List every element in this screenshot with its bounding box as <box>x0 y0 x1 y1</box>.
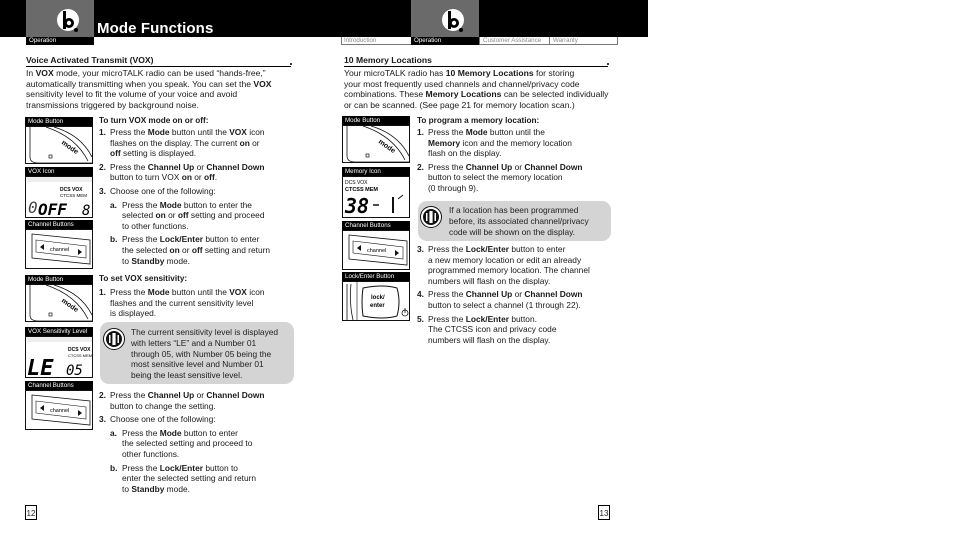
fig-label-channel-buttons: Channel Buttons <box>25 220 93 229</box>
step-line: (0 through 9). <box>428 182 479 193</box>
enter-text: enter <box>370 303 385 309</box>
fig-label-channel-buttons-r: Channel Buttons <box>342 221 410 230</box>
step-line: Press the Mode button until the <box>428 127 545 137</box>
step-line: Press the Mode button until the VOX icon <box>110 287 265 297</box>
page-number-left: 12 <box>25 505 37 520</box>
step-line: off setting is displayed. <box>110 148 197 159</box>
channel-key-text: channel <box>50 408 70 414</box>
step-number: 2. <box>99 390 106 400</box>
step-number: 3. <box>99 414 106 425</box>
intro-line: In VOX mode, your microTALK radio can be used “hands-free,” <box>26 68 266 78</box>
step-line: a new memory location or edit an already <box>428 254 582 265</box>
step-number: 1. <box>417 127 424 137</box>
mode-key-text: mode <box>376 138 397 155</box>
mode-button-illustration-2 <box>26 285 93 322</box>
step-line: to Standby mode. <box>122 255 190 266</box>
intro-line: combinations. These Memory Locations can be selected individually <box>344 89 609 100</box>
step-line: flashes on the display. The current on or <box>110 137 260 148</box>
fig-label-vox-sensitivity: VOX Sensitivity Level <box>25 327 93 336</box>
memory-display-illustration <box>343 177 410 218</box>
step-line: flashes and the current sensitivity level <box>110 297 254 308</box>
note-icon <box>420 205 442 229</box>
note-line: before, its associated channel/privacy <box>449 215 589 226</box>
step-line: flash on the display. <box>428 148 502 159</box>
step-line: selected on or off setting and proceed <box>122 210 265 221</box>
step-text <box>99 127 265 159</box>
step-number: a. <box>110 427 117 438</box>
fig-vox-display <box>25 176 93 218</box>
note-line: code will be shown on the display. <box>449 226 576 237</box>
step-item <box>99 414 216 425</box>
right-note-text <box>449 205 613 237</box>
nav-introduction[interactable]: Introduction <box>344 37 377 44</box>
step-text <box>417 127 572 159</box>
step-text <box>99 414 216 425</box>
left-sub-turn-vox: To turn VOX mode on or off: <box>99 116 209 125</box>
mem-icon-text: CTCSS MEM <box>345 187 378 193</box>
step-line: numbers will flash on the display. <box>428 334 551 345</box>
left-intro <box>26 68 301 110</box>
fig-channel-buttons <box>25 229 93 269</box>
step-number: 5. <box>417 313 424 324</box>
step-line: Choose one of the following: <box>110 186 216 196</box>
note-line: most sensitive level and Number 01 <box>131 359 264 370</box>
step-line: programmed memory location. The channel <box>428 265 590 276</box>
intro-line: Your microTALK radio has 10 Memory Locations for storing <box>344 68 575 78</box>
step-line: Press the Channel Up or Channel Down <box>428 161 583 172</box>
left-heading-rule <box>26 66 291 67</box>
page-title: Mode Functions <box>97 20 214 37</box>
step-line: enter the selected setting and return <box>122 473 257 484</box>
step-text <box>417 289 583 310</box>
note-icon <box>103 327 125 351</box>
mode-button-illustration-r <box>343 126 410 163</box>
step-item <box>99 127 265 159</box>
step-text <box>99 390 265 411</box>
step-item <box>99 287 265 319</box>
step-text <box>417 162 583 194</box>
step-item <box>417 289 583 310</box>
fig-mode-button-2 <box>25 284 93 322</box>
mode-key-text: mode <box>59 297 80 314</box>
sens-ctcss-text: CTCSS MEM <box>68 353 92 358</box>
mem-digits: 38 <box>345 194 370 218</box>
fig-lock-enter-button <box>342 281 410 321</box>
step-line: Press the Channel Up or Channel Down <box>110 161 265 172</box>
lock-enter-illustration <box>343 282 410 321</box>
vox-off-digit: 8 <box>82 203 91 218</box>
channel-buttons-illustration-r <box>343 231 410 270</box>
note-line: with letters “LE” and a Number 01 <box>131 337 257 348</box>
step-text <box>110 200 264 232</box>
right-sub-program-memory: To program a memory location: <box>417 116 540 125</box>
step-line: Press the Mode button to enter the <box>122 199 252 210</box>
step-text <box>99 186 216 197</box>
sens-vox-text: DCS VOX <box>68 347 91 353</box>
step-line: Press the Lock/Enter button to enter <box>122 234 260 245</box>
mem-dcs-text: DCS VOX <box>345 180 368 186</box>
step-line: The CTCSS icon and privacy code <box>428 324 557 335</box>
step-number: 2. <box>417 161 424 172</box>
step-line: to Standby mode. <box>122 483 190 494</box>
step-item <box>417 314 556 346</box>
intro-line: sensitivity level to fit the volume of your voice and avoid <box>26 89 238 100</box>
fig-label-lock-enter: Lock/Enter Button <box>342 272 410 281</box>
vox-display-illustration <box>26 177 93 218</box>
fig-label-vox-icon: VOX Icon <box>25 167 93 176</box>
right-heading-dot <box>607 63 609 65</box>
step-number: 3. <box>99 186 106 196</box>
step-item <box>99 186 216 197</box>
step-text <box>417 314 556 346</box>
step-line: Choose one of the following: <box>110 414 216 425</box>
note-line: being the least sensitive level. <box>131 370 243 381</box>
step-line: Press the Lock/Enter button. <box>428 313 537 324</box>
sens-le-text: LE <box>27 356 54 378</box>
fig-label-mode-button-r: Mode Button <box>342 116 410 125</box>
vox-ctcss-text: CTCSS MEM <box>60 193 87 198</box>
operation-icon <box>439 6 467 34</box>
step-item <box>110 463 256 495</box>
intro-line: automatically transmitting when you speak. You can set the VOX <box>26 78 272 89</box>
step-number: 2. <box>99 161 106 172</box>
fig-channel-buttons-r <box>342 230 410 270</box>
vox-off-text: OFF <box>38 200 67 218</box>
fig-mode-button <box>25 126 93 164</box>
step-line: the selected on or off setting and return <box>122 244 271 255</box>
vox-icon-text: DCS VOX <box>60 187 83 193</box>
left-sub-vox-sensitivity: To set VOX sensitivity: <box>99 274 188 283</box>
left-tab <box>26 0 94 37</box>
mode-key-text: mode <box>59 139 80 156</box>
step-line: Press the Lock/Enter button to enter <box>428 244 566 254</box>
nav-warranty[interactable]: Warranty <box>549 37 618 45</box>
step-line: button to select a channel (1 through 22). <box>428 299 581 310</box>
step-line: Memory icon and the memory location <box>428 137 572 148</box>
step-text <box>417 244 590 286</box>
step-item <box>99 162 265 183</box>
right-heading-rule <box>344 66 608 67</box>
fig-memory-display <box>342 176 410 218</box>
intro-line: transmissions triggered by background noise. <box>26 99 199 110</box>
note-line: If a location has been programmed <box>449 205 579 215</box>
operation-icon <box>54 6 82 34</box>
step-number: b. <box>110 234 118 245</box>
fig-label-mode-button-2: Mode Button <box>25 275 93 284</box>
step-line: Press the Mode button until the VOX icon <box>110 127 265 137</box>
right-tab <box>411 0 479 37</box>
svg-text:0: 0 <box>28 198 38 217</box>
step-item <box>110 428 252 460</box>
step-line: is displayed. <box>110 308 157 319</box>
step-line: Press the Mode button to enter <box>122 427 238 438</box>
intro-line: or can be scanned. (See page 21 for memory location scan.) <box>344 99 575 110</box>
nav-operation[interactable]: Operation <box>411 37 479 45</box>
left-heading: Voice Activated Transmit (VOX) <box>26 55 154 65</box>
page-number-right: 13 <box>598 505 610 520</box>
right-intro <box>344 68 624 110</box>
step-line: button to change the setting. <box>110 400 216 411</box>
step-line: numbers will flash on the display. <box>428 275 551 286</box>
left-heading-dot <box>290 63 292 65</box>
channel-buttons-illustration-2 <box>26 391 93 430</box>
step-text <box>99 287 265 319</box>
step-line: button to select the memory location <box>428 172 563 183</box>
vox-sensitivity-illustration <box>26 337 93 378</box>
channel-key-text: channel <box>50 247 70 253</box>
step-item <box>417 127 572 159</box>
step-line: Press the Channel Up or Channel Down <box>428 289 583 300</box>
right-heading: 10 Memory Locations <box>344 55 432 65</box>
fig-vox-sensitivity-display <box>25 336 93 378</box>
step-line: other functions. <box>122 448 180 459</box>
step-line: Press the Channel Up or Channel Down <box>110 390 265 400</box>
step-line: Press the Lock/Enter button to <box>122 462 238 473</box>
step-number: 4. <box>417 289 424 300</box>
fig-mode-button-r <box>342 125 410 163</box>
fig-label-memory-icon: Memory Icon <box>342 167 410 176</box>
note-line: through 05, with Number 05 being the <box>131 348 272 359</box>
fig-channel-buttons-2 <box>25 390 93 430</box>
step-number: 3. <box>417 244 424 254</box>
nav-customer-assistance[interactable]: Customer Assistance <box>479 37 549 45</box>
step-text <box>110 428 252 460</box>
left-tab-label: Operation <box>26 37 94 45</box>
step-number: a. <box>110 199 117 210</box>
step-number: 1. <box>99 127 106 137</box>
step-line: the selected setting and proceed to <box>122 438 253 449</box>
step-text <box>99 162 265 183</box>
sens-level-text: 05 <box>66 363 83 378</box>
step-item <box>417 244 590 286</box>
note-line: The current sensitivity level is displayed <box>131 327 279 337</box>
step-item <box>110 234 270 266</box>
step-item <box>417 162 583 194</box>
step-line: button to turn VOX on or off. <box>110 172 218 183</box>
fig-label-channel-buttons-2: Channel Buttons <box>25 381 93 390</box>
intro-line: your most frequently used channels and channel/privacy code <box>344 78 580 89</box>
channel-key-text: channel <box>367 248 387 254</box>
step-number: 1. <box>99 287 106 297</box>
fig-label-mode-button: Mode Button <box>25 117 93 126</box>
lock-text: lock/ <box>371 295 385 301</box>
step-number: b. <box>110 462 118 473</box>
step-item <box>99 390 265 411</box>
step-item <box>110 200 264 232</box>
step-text <box>110 463 256 495</box>
left-note-text <box>131 327 296 381</box>
mode-button-illustration <box>26 127 93 164</box>
channel-buttons-illustration <box>26 230 93 269</box>
step-text <box>110 234 270 266</box>
step-line: to other functions. <box>122 220 189 231</box>
